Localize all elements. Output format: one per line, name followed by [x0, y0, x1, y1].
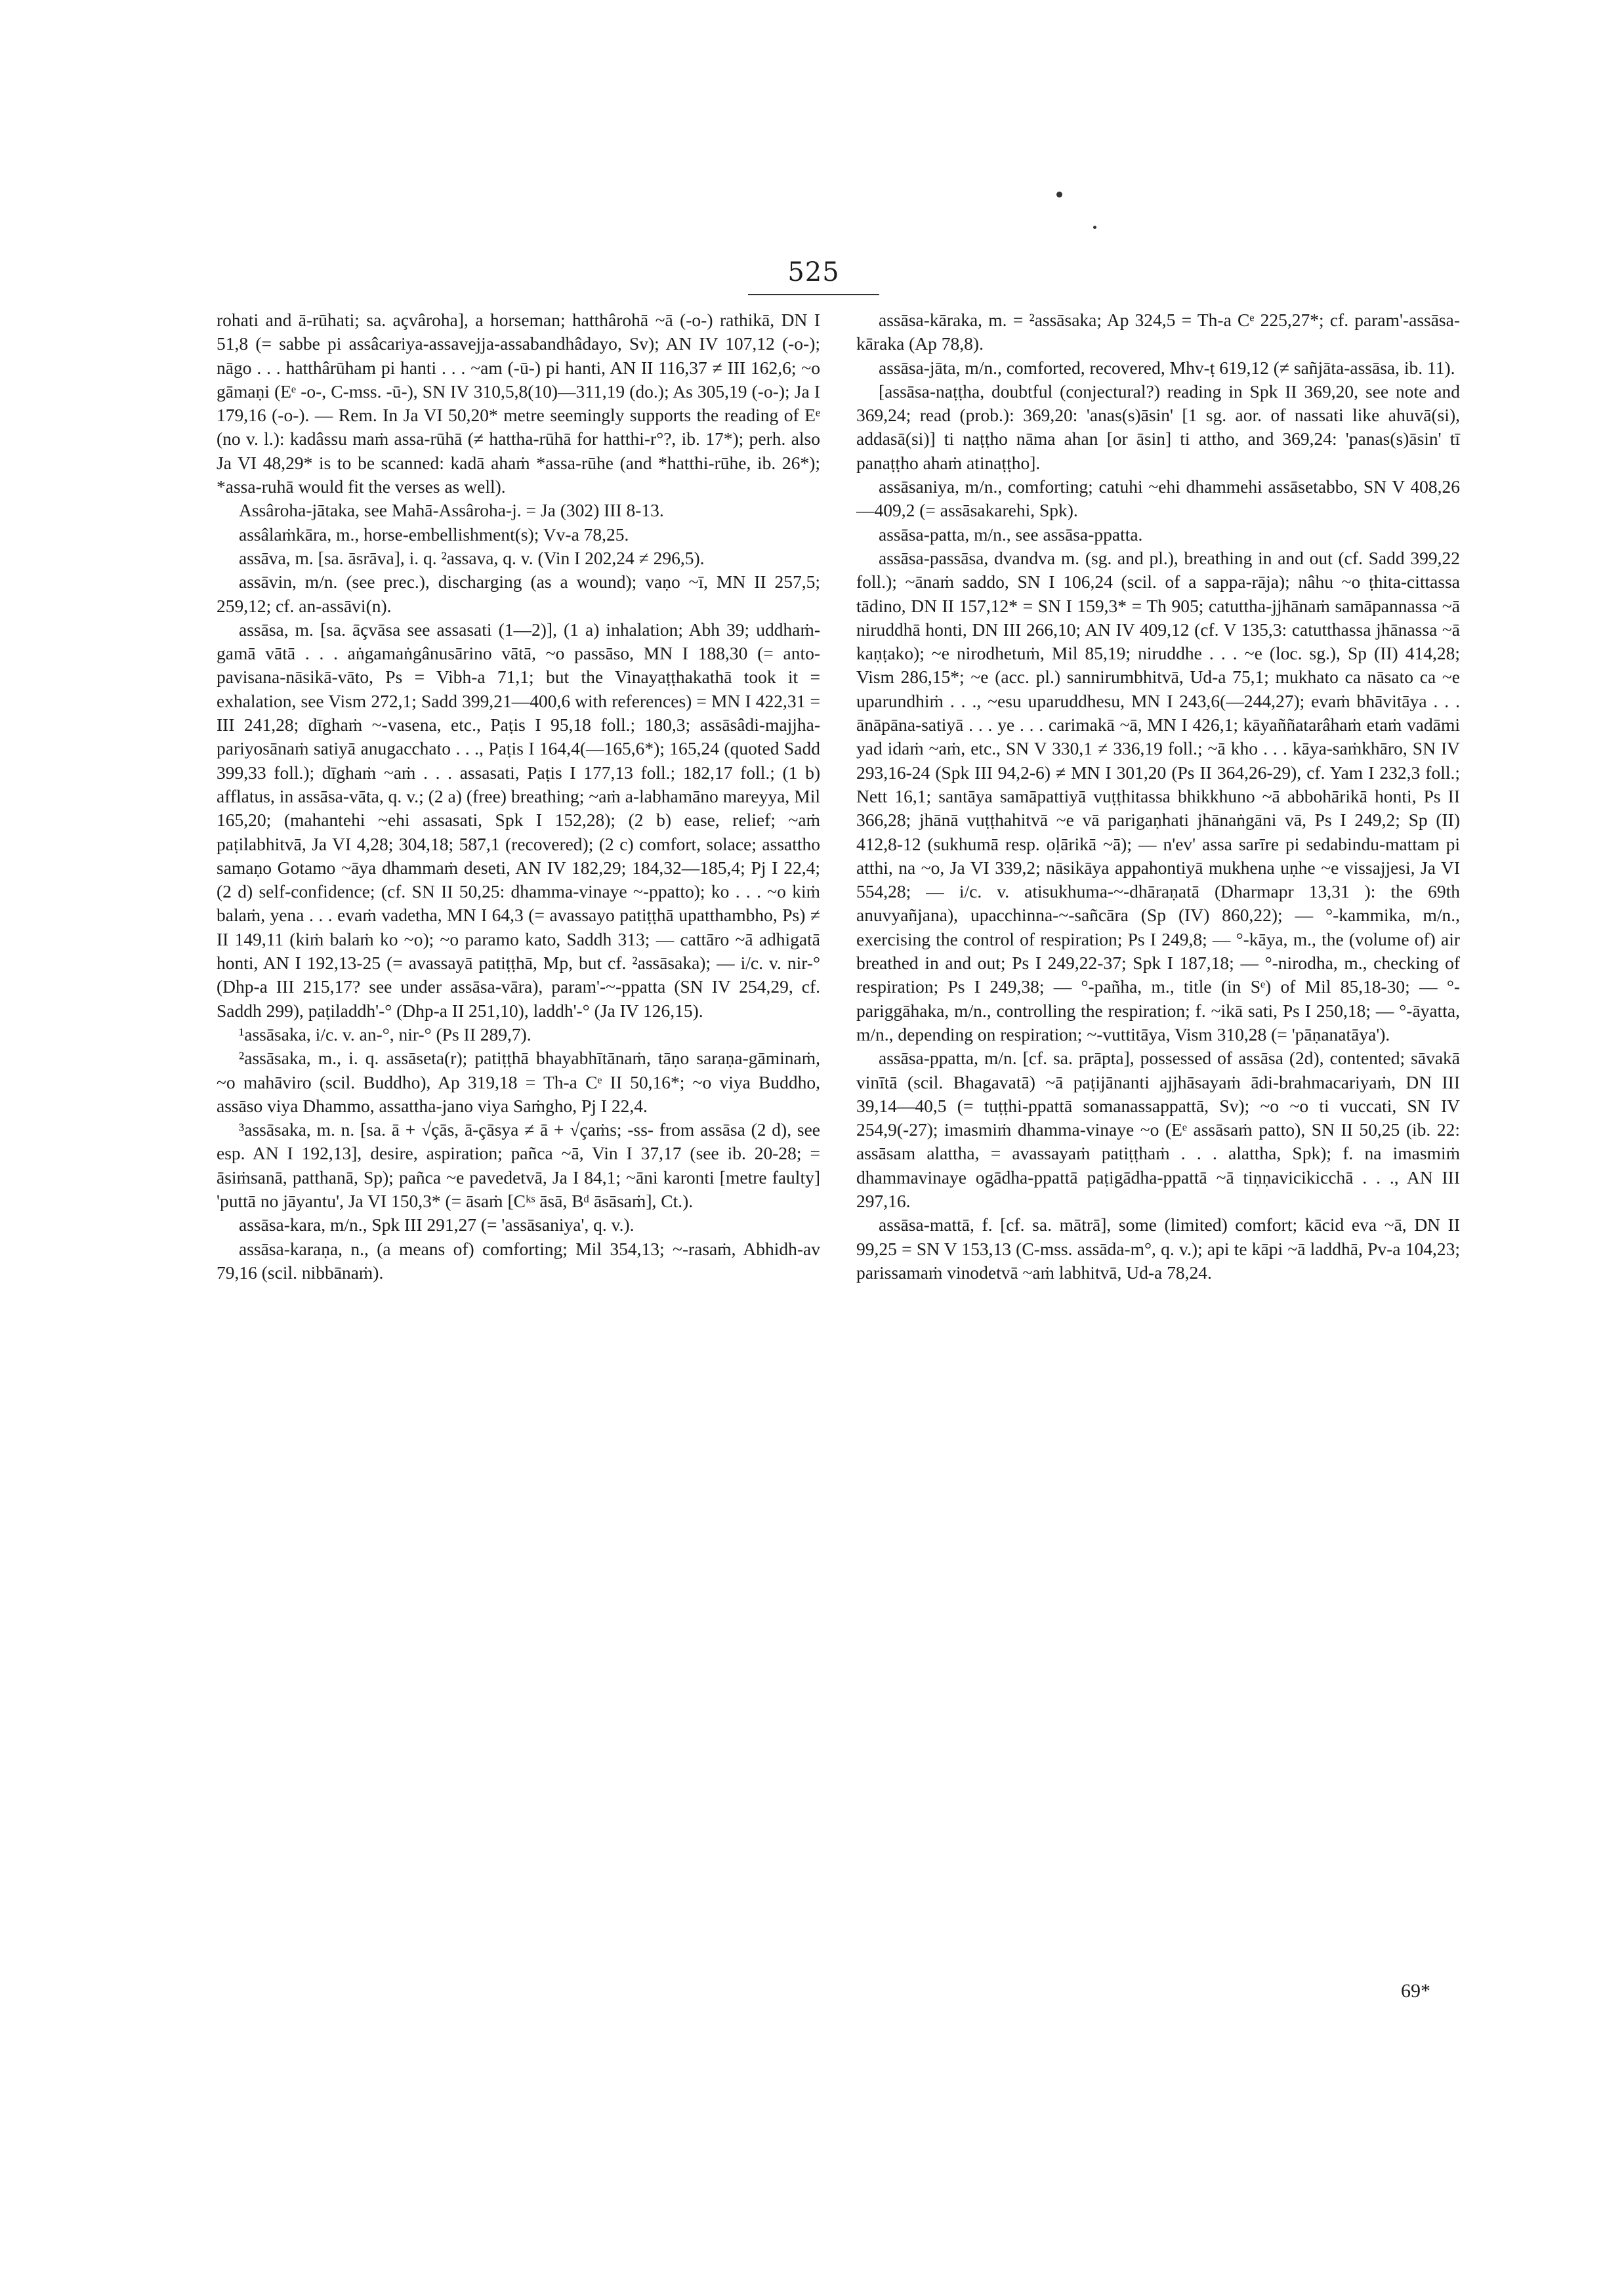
entry: assāsa-kāraka, m. = ²assāsaka; Ap 324,5 = Th-a Cᵉ 225,27*; cf. param'-assāsa-kāraka (Ap 78,8). [856, 310, 1460, 354]
entry: assāsaniya, m/n., comforting; catuhi ~ehi dhammehi assāsetabbo, SN V 408,26—409,2 (= assāsakarehi, Spk). [856, 476, 1460, 521]
entry: ³assāsaka, m. n. [sa. ā + √çās, ā-çāsya ≠ ā + √çaṁs; -ss- from assāsa (2 d), see esp. AN I 192,13], desire, aspiration; pañca ~ā, Vin I 37,17 (see ib. 20-28; = āsiṁsanā, patthanā, Sp); pañca ~e pavedetvā, Ja I 84,1; ~āni karonti [metre faulty] 'puttā no jāyantu', Ja VI 150,3* (= āsaṁ [Cᵏˢ āsā, Bᵈ āsāsaṁ], Ct.). [217, 1119, 820, 1211]
entry: assāva, m. [sa. āsrāva], i. q. ²assava, q. v. (Vin I 202,24 ≠ 296,5). [239, 547, 705, 568]
entry: assāvin, m/n. (see prec.), discharging (as a wound); vaṇo ~ī, MN II 257,5; 259,12; cf. an-assāvi(n). [217, 571, 820, 616]
entry: assāsa-ppatta, m/n. [cf. sa. prāpta], possessed of assāsa (2d), contented; sāvakā vinītā (scil. Bhagavatā) ~ā paṭijānanti ajjhāsayaṁ ādi-brahmacariyaṁ, DN III 39,14—40,5 (= tuṭṭhi-ppattā somanassappattā, Sv); ~o ~o ti vuccati, SN IV 254,9(-27); imasmiṁ dhamma-vinaye ~o (Eᵉ assāsaṁ patto), SN II 50,25 (ib. 22: assāsam alattha, = avassayaṁ patiṭṭhaṁ . . . alattha, Spk); f. na imasmiṁ dhammavinaye ogādha-ppattā paṭigādha-ppattā ~ā tiṇṇavicikicchā . . ., AN III 297,16. [856, 1048, 1460, 1211]
entry: rohati and ā-rūhati; sa. açvâroha], a horseman; hatthârohā ~ā (-o-) rathikā, DN I 51,8 (= sabbe pi assâcariya-assavejja-assabandhâdayo, Sv); AN IV 107,12 (-o-); nāgo . . . hatthârūham pi hanti . . . ~am (-ū-) pi hanti, AN II 116,37 ≠ III 162,6; ~o gāmaṇi (Eᵉ -o-, C-mss. -ū-), SN IV 310,5,8(10)—311,19 (do.); As 305,19 (-o-); Ja I 179,16 (-o-). — Rem. In Ja VI 50,20* metre seemingly supports the reading of Eᵉ (no v. l.): kadâssu maṁ assa-rūhā (≠ hattha-rūhā for hatthi-r°?, ib. 17*); perh. also Ja VI 48,29* is to be scanned: kadā ahaṁ *assa-rūhe (and *hatthi-rūhe, ib. 26*); *assa-ruhā would fit the verses as well). [217, 310, 820, 497]
entry: ²assāsaka, m., i. q. assāseta(r); patiṭṭhā bhayabhītānaṁ, tāṇo saraṇa-gāminaṁ, ~o mahāviro (scil. Buddho), Ap 319,18 = Th-a Cᵉ II 50,16*; ~o viya Buddho, assāso viya Dhammo, assattha-jano viya Saṁgho, Pj I 22,4. [217, 1048, 820, 1116]
page-number-rule [748, 294, 879, 295]
entry: assāsa-mattā, f. [cf. sa. mātrā], some (limited) comfort; kācid eva ~ā, DN II 99,25 = SN V 153,13 (C-mss. assāda-m°, q. v.); api te kāpi ~ā laddhā, Pv-a 104,23; parissamaṁ vinodetvā ~aṁ labhitvā, Ud-a 78,24. [856, 1214, 1460, 1283]
speck-mark [1093, 226, 1096, 229]
entry: assāsa-jāta, m/n., comforted, recovered, Mhv-ṭ 619,12 (≠ sañjāta-assāsa, ib. 11). [879, 357, 1455, 378]
entry: Assâroha-jātaka, see Mahā-Assâroha-j. = Ja (302) III 8-13. [239, 500, 664, 521]
left-column [217, 308, 820, 1285]
right-column [856, 308, 1460, 1285]
signature-mark: 69* [1401, 1980, 1430, 2002]
entry: assâlaṁkāra, m., horse-embellishment(s); Vv-a 78,25. [239, 524, 629, 545]
entry: assāsa, m. [sa. āçvāsa see assasati (1—2)], (1 a) inhalation; Abh 39; uddhaṁ-gamā vātā . . . aṅgamaṅgânusārino vātā, ~o passāso, MN I 188,30 (= anto-pavisana-nāsikā-vāto, Ps = Vibh-a 71,1; but the Vinayaṭṭhakathā took it = exhalation, see Vism 272,1; Sadd 399,21—400,6 with references) = MN I 422,31 = III 241,28; dīghaṁ ~-vasena, etc., Paṭis I 95,18 foll.; 180,3; assāsâdi-majjha-pariyosānaṁ satiyā anugacchato . . ., Paṭis I 164,4(—165,6*); 165,24 (quoted Sadd 399,33 foll.); dīghaṁ ~aṁ . . . assasati, Paṭis I 177,13 foll.; 182,17 foll.; (1 b) afflatus, in assāsa-vāta, q. v.; (2 a) (free) breathing; ~aṁ a-labhamāno mareyya, Mil 165,20; (mahantehi ~ehi assasati, Spk I 152,28); (2 b) ease, relief; ~aṁ paṭilabhitvā, Ja VI 4,28; 304,18; 587,1 (recovered); (2 c) comfort, solace; assattho samaṇo Gotamo ~āya dhammaṁ deseti, AN IV 182,29; 184,32—185,4; Pj I 22,4; (2 d) self-confidence; (cf. SN II 50,25: dhamma-vinaye ~-ppatto); ko . . . ~o kiṁ balaṁ, yena . . . evaṁ vadetha, MN I 64,3 (= avassayo patiṭṭhā upatthambho, Ps) ≠ II 149,11 (kiṁ balaṁ ko ~o); ~o paramo kato, Saddh 313; — cattāro ~ā adhigatā honti, AN I 192,13-25 (= avassayā patiṭṭhā, Mp, but cf. ²assāsaka); — i/c. v. nir-° (Dhp-a III 215,17? see under assāsa-vāra), param'-~-ppatta (SN IV 254,29, cf. Saddh 299), paṭiladdh'-° (Dhp-a II 251,10), laddh'-° (Ja IV 126,15). [217, 619, 820, 1021]
entry: [assāsa-naṭṭha, doubtful (conjectural?) reading in Spk II 369,20, see note and 369,24; read (prob.): 369,20: 'anas(s)āsin' [1 sg. aor. of nassati like ahuvā(si), addasā(si)] ti naṭṭho nāma ahan [or āsin] ti attho, and 369,24: 'panas(s)āsin' tī panaṭṭho ahaṁ atinaṭṭho]. [856, 381, 1460, 473]
entry: assāsa-passāsa, dvandva m. (sg. and pl.), breathing in and out (cf. Sadd 399,22 foll.); ~ānaṁ saddo, SN I 106,24 (scil. of a sappa-rāja); nâhu ~o ṭhita-cittassa tādino, DN II 157,12* = SN I 159,3* = Th 905; catuttha-jjhānaṁ samāpannassa ~ā niruddhā honti, DN III 266,10; AN IV 409,12 (cf. V 135,3: catutthassa jhānassa ~ā kaṇṭako); ~e nirodhetuṁ, Mil 85,19; niruddhe . . . ~e (loc. sg.), Sp (II) 414,28; Vism 286,15*; ~e (acc. pl.) sannirumbhitvā, Ud-a 75,1; mukhato ca nāsato ca ~e uparundhiṁ . . ., ~esu uparuddhesu, MN I 243,6(—244,27); evaṁ bhāvitāya . . . ānāpāna-satiyā . . . ye . . . carimakā ~ā, MN I 426,1; kāyaññatarâhaṁ etaṁ vadāmi yad idaṁ ~aṁ, etc., SN V 330,1 ≠ 336,19 foll.; ~ā kho . . . kāya-saṁkhāro, SN IV 293,16-24 (Spk III 94,2-6) ≠ MN I 301,20 (Ps II 364,26-29), cf. Yam I 232,3 foll.; Nett 16,1; santāya samāpattiyā vuṭṭhitassa bhikkhuno ~ā abbohārikā honti, Ps II 366,28; jhānā vuṭṭhahitvā ~e vā parigaṇhati jhānaṅgāni vā, Ps I 249,2; Sp (II) 412,8-12 (sukhumā resp. oḷārikā ~ā); — n'ev' assa sarīre pi sedabindu-mattam pi atthi, na ~o, Ja VI 339,2; nāsikāya appahontiyā mukhena uṇhe ~e vissajjesi, Ja VI 554,28; — i/c. v. atisukhuma-~-dhāraṇatā (Dharmapr 13,31 ): the 69th anuvyañjana), upacchinna-~-sañcāra (Sp (IV) 860,22); — °-kammika, m/n., exercising the control of respiration; Ps I 249,8; — °-kāya, m., the (volume of) air breathed in and out; Ps I 249,22-37; Spk I 187,18; — °-nirodha, m., checking of respiration; Ps I 249,38; — °-pañha, m., title (in Sᵉ) of Mil 85,18-30; — °-pariggāhaka, m/n., controlling the respiration; f. ~ikā sati, Ps I 250,18; — °-āyatta, m/n., depending on respiration; ~-vuttitāya, Vism 310,28 (= 'pāṇanatāya'). [856, 547, 1460, 1044]
entry: assāsa-kara, m/n., Spk III 291,27 (= 'assāsaniya', q. v.). [239, 1214, 635, 1235]
entry: assāsa-karaṇa, n., (a means of) comforting; Mil 354,13; ~-rasaṁ, Abhidh-av 79,16 (scil. nibbānaṁ). [217, 1238, 820, 1283]
speck-mark [1056, 192, 1062, 197]
page-number: 525 [787, 257, 840, 287]
entry: assāsa-patta, m/n., see assāsa-ppatta. [879, 524, 1143, 545]
entry: ¹assāsaka, i/c. v. an-°, nir-° (Ps II 289,7). [239, 1023, 531, 1044]
